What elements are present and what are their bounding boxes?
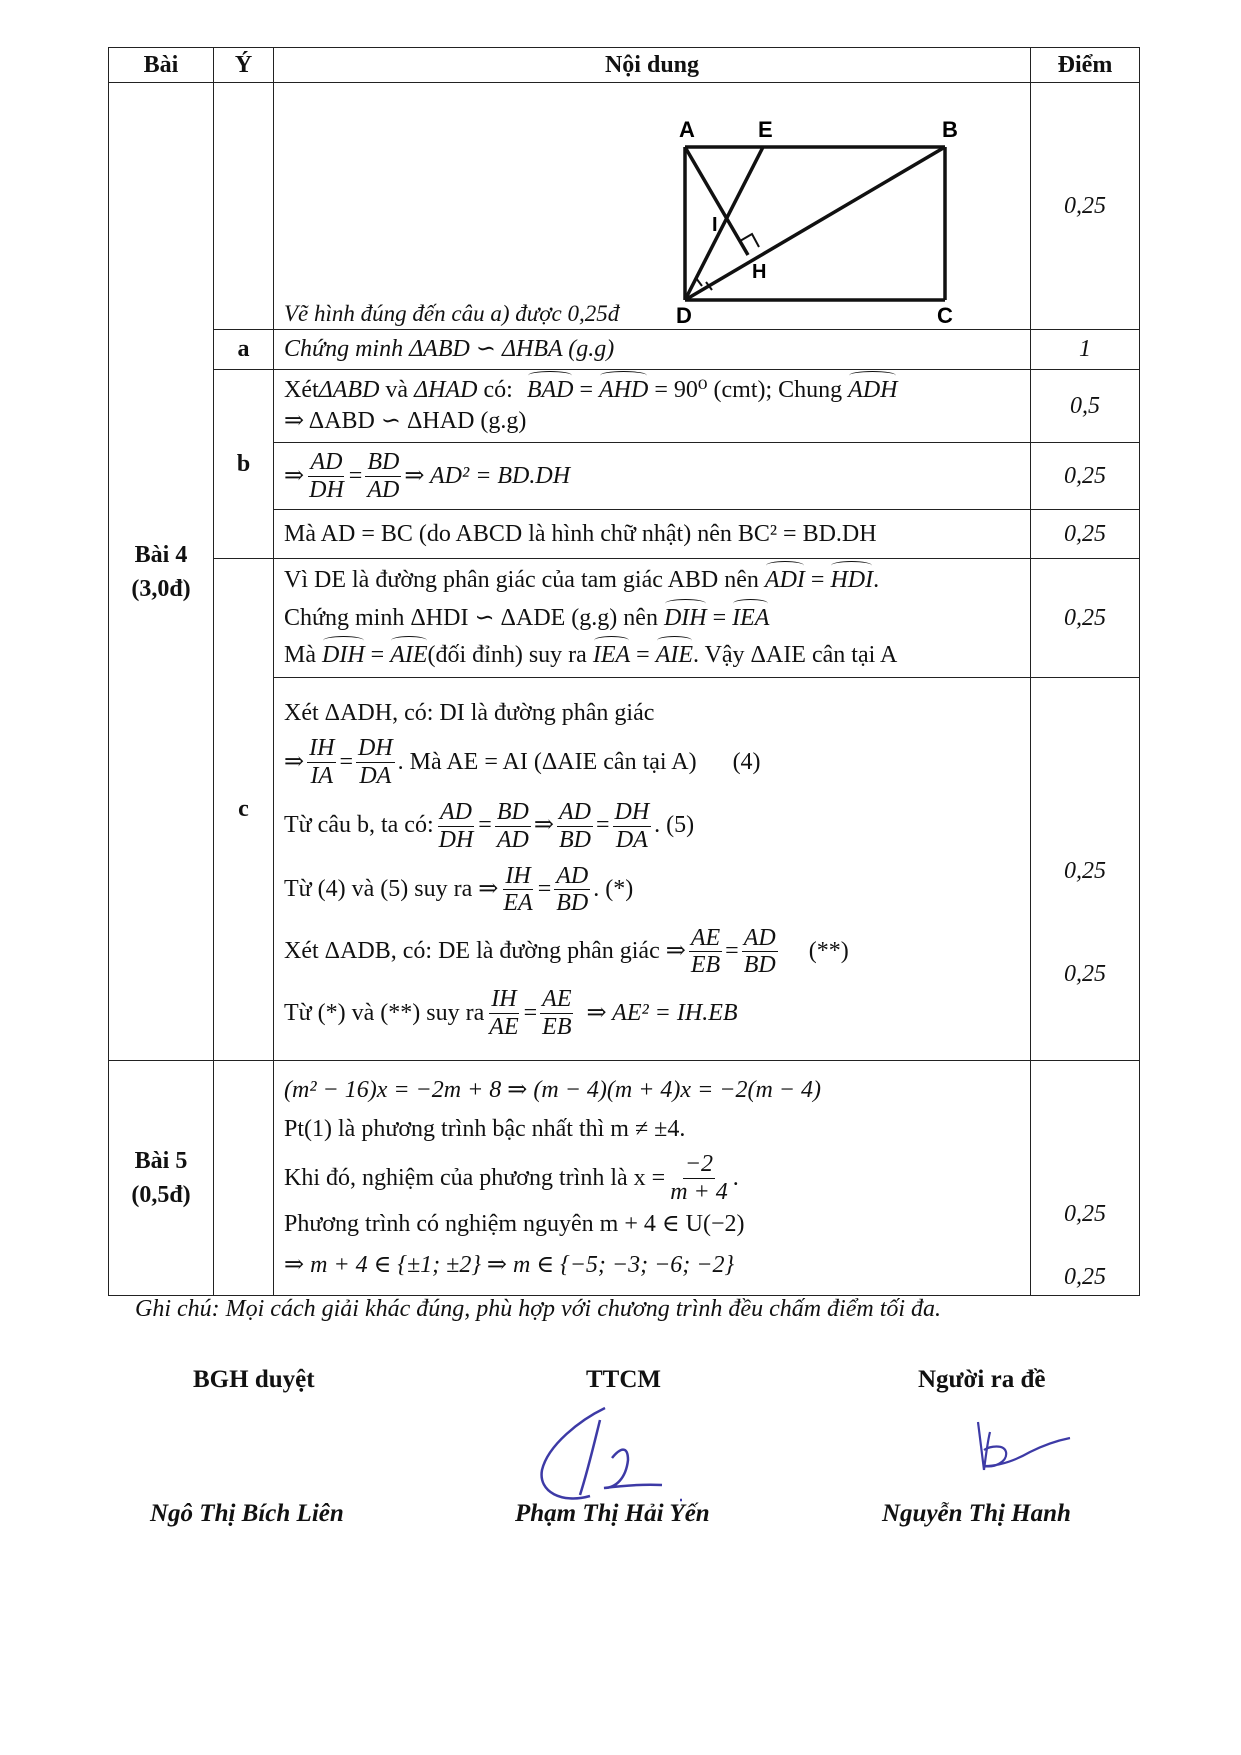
bai5-line5: ⇒ m + 4 ∈ {±1; ±2} ⇒ m ∈ {−5; −3; −6; −2} — [284, 1252, 735, 1279]
c1-line3: Mà DIH = AIE (đối đỉnh) suy ra IEA = AIE . Vậy ΔAIE cân tại A — [284, 640, 1020, 671]
bai5-frac-den: m + 4 — [670, 1178, 728, 1205]
c1-text-b: Chứng minh ΔHDI ∽ ΔADE (g.g) nên — [284, 604, 664, 631]
bai5-points — [1031, 1061, 1140, 1296]
ttcm-signature — [520, 1400, 720, 1510]
c1-angle-aie: AIE — [390, 640, 427, 671]
c2-f4-num: DH — [614, 799, 650, 826]
c2-frac-ih-ia — [307, 735, 336, 789]
bai5-frac-num: −2 — [684, 1151, 714, 1178]
c2-frac-da: DA — [359, 762, 392, 789]
label-d: D — [676, 303, 692, 328]
row-c2-content — [274, 678, 1031, 1061]
bai5-line3: Khi đó, nghiệm của phương trình là x = $\frac{-2}{m + 4}$ . — [284, 1151, 739, 1205]
c2-line5: Xét ΔADB, có: DE là đường phân giác ⇒ $\frac{AE}{EB}$ = $\frac{AD}{BD}$ (**) — [284, 924, 849, 979]
bai5-frac — [668, 1151, 730, 1205]
b1-line1: Xét ΔABD và ΔHAD có: BAD = AHD = 90⁰ (cmt); Chung ADH — [284, 375, 1020, 406]
c2-result: ⇒ AE² = IH.EB — [586, 999, 738, 1026]
b2-frac2 — [365, 449, 401, 503]
b1-angle-bad: BAD — [527, 375, 574, 406]
c2-text-tustar: Từ (*) và (**) suy ra — [284, 999, 485, 1026]
bai4-score: (3,0đ) — [131, 575, 191, 602]
c2-g1 — [501, 863, 534, 917]
bai5-line1: (m² − 16)x = −2m + 8 ⇒ (m − 4)(m + 4)x = −2(m − 4) — [284, 1076, 821, 1103]
angle-tick-1 — [696, 278, 702, 286]
c2-g2-den: BD — [556, 890, 589, 917]
row-a-content: Chứng minh ΔABD ∽ ΔHBA (g.g) — [274, 330, 1031, 370]
c2-h2-den: BD — [743, 952, 776, 979]
row-c1-content — [274, 559, 1031, 678]
label-c: C — [937, 303, 953, 328]
figure-y-cell — [214, 83, 274, 330]
b1-text-a: Xét — [284, 377, 319, 403]
b2-frac1 — [307, 449, 346, 503]
c1-text-a: Vì DE là đường phân giác của tam giác ABD nên — [284, 567, 765, 594]
row-c1-points: 0,25 — [1031, 559, 1140, 678]
label-e: E — [758, 117, 773, 142]
c2-f1-num: AD — [439, 799, 472, 826]
b1-text-va: và — [379, 377, 415, 403]
bai5-score: (0,5đ) — [131, 1182, 191, 1209]
c2-k2 — [540, 986, 573, 1040]
c1-text-c: Mà — [284, 641, 322, 668]
c2-k1 — [487, 986, 520, 1040]
c2-h1-den: EB — [690, 952, 721, 979]
author-signature — [960, 1412, 1080, 1492]
y-c: c — [214, 559, 274, 1061]
header-diem: Điểm — [1031, 48, 1140, 83]
row-b2-points: 0,25 — [1031, 443, 1140, 510]
ttcm-name: Phạm Thị Hải Yến — [515, 1500, 710, 1527]
b1-tri-had: ΔHAD — [414, 377, 478, 403]
row-c2-points-2: 0,25 — [1064, 961, 1106, 988]
b1-line2: ⇒ ΔABD ∽ ΔHAD (g.g) — [284, 408, 527, 435]
ttcm-title: TTCM — [586, 1366, 661, 1393]
label-i: I — [712, 214, 718, 236]
row-c1 — [109, 559, 1140, 678]
row-b3-content: Mà AD = BC (do ABCD là hình chữ nhật) nên BC² = BD.DH — [274, 510, 1031, 559]
c2-frac-dh-da — [356, 735, 395, 789]
b1-tri-abd: ΔABD — [318, 377, 380, 403]
bai5-line2: Pt(1) là phương trình bậc nhất thì m ≠ ±4. — [284, 1116, 686, 1143]
c2-h2 — [742, 925, 778, 979]
row-b1 — [109, 370, 1140, 443]
c2-f1-den: DH — [438, 826, 474, 853]
c1-angle-adi: ADI — [765, 565, 805, 596]
bai5-title: Bài 5 — [134, 1148, 188, 1175]
c2-g1-num: IH — [505, 862, 531, 889]
author-title: Người ra đề — [918, 1366, 1046, 1393]
y-b: b — [214, 370, 274, 559]
b2-frac2-num: BD — [367, 449, 400, 476]
c1-angle-aie2: AIE — [656, 640, 693, 671]
author-name: Nguyễn Thị Hanh — [882, 1500, 1071, 1527]
c1-angle-hdi: HDI — [830, 565, 873, 596]
c1-text-e: . Vậy ΔAIE cân tại A — [693, 641, 898, 668]
c2-h1 — [689, 925, 722, 979]
bai5-points-1: 0,25 — [1064, 1201, 1106, 1228]
bai5-cell — [109, 1061, 214, 1296]
b1-angle-adh: ADH — [848, 375, 897, 406]
label-h: H — [752, 261, 767, 283]
c2-g1-den: EA — [503, 890, 533, 917]
c2-line6: Từ (*) và (**) suy ra $\frac{IH}{AE}$ = $\frac{AE}{EB}$ ⇒ AE² = IH.EB — [284, 986, 738, 1040]
figure-points: 0,25 — [1031, 83, 1140, 330]
bgh-title: BGH duyệt — [193, 1366, 315, 1393]
c1-line2: Chứng minh ΔHDI ∽ ΔADE (g.g) nên DIH = IEA — [284, 603, 1020, 634]
bai4-cell — [109, 83, 214, 1061]
c2-k1-num: IH — [491, 986, 517, 1013]
c2-line4: Từ (4) và (5) suy ra ⇒ $\frac{IH}{EA}$ = $\frac{AD}{BD}$ . (*) — [284, 862, 634, 917]
bgh-name: Ngô Thị Bích Liên — [150, 1500, 344, 1527]
c2-line1: Xét ΔADH, có: DI là đường phân giác — [284, 700, 655, 727]
c2-k2-num: AE — [542, 986, 572, 1013]
c1-angle-iea: IEA — [732, 603, 769, 634]
c2-text-tu45: Từ (4) và (5) suy ra ⇒ — [284, 876, 499, 903]
table-header — [109, 48, 1140, 83]
figure-caption: Vẽ hình đúng đến câu a) được 0,25đ — [284, 301, 620, 326]
figure-row — [109, 83, 1140, 330]
label-a: A — [679, 117, 695, 142]
c2-f4-den: DA — [615, 826, 648, 853]
bai5-y-cell — [214, 1061, 274, 1296]
row-b3-points: 0,25 — [1031, 510, 1140, 559]
row-b1-points: 0,5 — [1031, 370, 1140, 443]
c2-line2: ⇒ $\frac{IH}{IA}$ = $\frac{DH}{DA}$ . Mà AE = AI (ΔAIE cân tại A) (4) — [284, 735, 761, 789]
c2-dstar: (**) — [808, 937, 849, 964]
c2-k2-den: EB — [542, 1013, 572, 1040]
c2-k1-den: AE — [489, 1013, 519, 1040]
c2-g2-num: AD — [556, 862, 589, 889]
c2-f2 — [495, 799, 531, 853]
c2-f3-den: BD — [558, 826, 591, 853]
bai5-text-khido: Khi đó, nghiệm của phương trình là x = — [284, 1164, 666, 1191]
figure-cell — [274, 83, 1031, 330]
bai5-line4: Phương trình có nghiệm nguyên m + 4 ∈ U(−2) — [284, 1211, 745, 1238]
c2-text-tucau: Từ câu b, ta có: — [284, 812, 434, 839]
row-bai5 — [109, 1061, 1140, 1296]
footnote: Ghi chú: Mọi cách giải khác đúng, phù hợp với chương trình đều chấm điểm tối đa. — [135, 1296, 942, 1322]
b2-result: ⇒ AD² = BD.DH — [404, 462, 571, 489]
bai5-content — [274, 1061, 1031, 1296]
c2-h1-num: AE — [690, 924, 721, 951]
c1-angle-iea2: IEA — [593, 640, 630, 671]
c2-g2 — [554, 863, 590, 917]
c2-frac-dh: DH — [357, 735, 393, 762]
row-b1-content — [274, 370, 1031, 443]
row-c2-points — [1031, 678, 1140, 1061]
c2-f4 — [613, 799, 652, 853]
c2-frac-ia: IA — [310, 762, 334, 789]
c2-h2-num: AD — [743, 924, 776, 951]
header-bai: Bài — [109, 48, 214, 83]
grading-table — [108, 47, 1140, 1296]
row-b2-content — [274, 443, 1031, 510]
b1-text-co: có: — [477, 377, 519, 403]
b2-frac1-num: AD — [310, 449, 343, 476]
c1-angle-dih2: DIH — [322, 640, 365, 671]
row-c2-points-1: 0,25 — [1064, 858, 1106, 885]
bai5-points-2: 0,25 — [1064, 1264, 1106, 1291]
b1-angle-ahd: AHD — [599, 375, 648, 406]
row-a — [109, 330, 1140, 370]
c1-line1: Vì DE là đường phân giác của tam giác ABD nên ADI = HDI . — [284, 565, 1020, 596]
b2-line: ⇒ $\frac{AD}{DH}$ = $\frac{BD}{AD}$ ⇒ AD² = BD.DH — [284, 449, 571, 503]
b2-frac1-den: DH — [309, 476, 344, 503]
c1-text-d: (đối đỉnh) suy ra — [427, 641, 593, 668]
label-b: B — [942, 117, 958, 142]
c2-star: . (*) — [593, 876, 634, 903]
c1-angle-dih: DIH — [664, 603, 707, 634]
c2-line3: Từ câu b, ta có: $\frac{AD}{DH}$ = $\frac{BD}{AD}$ ⇒ $\frac{AD}{BD}$ = $\frac{DH}{DA}$ . (5) — [284, 799, 695, 853]
c2-eq4: (4) — [732, 748, 761, 775]
c2-f3 — [557, 799, 593, 853]
c2-f2-den: AD — [496, 826, 529, 853]
header-y: Ý — [214, 48, 274, 83]
b1-text-eq: = 90⁰ (cmt); Chung — [648, 377, 849, 403]
c2-f1 — [437, 799, 476, 853]
c2-f3-num: AD — [558, 799, 591, 826]
header-noidung: Nội dung — [274, 48, 1031, 83]
y-a: a — [214, 330, 274, 370]
c2-text-mae: . Mà AE = AI (ΔAIE cân tại A) — [397, 748, 697, 775]
c2-frac-ih: IH — [309, 735, 335, 762]
c2-f2-num: BD — [496, 799, 529, 826]
b2-frac2-den: AD — [367, 476, 400, 503]
row-a-points: 1 — [1031, 330, 1140, 370]
geometry-figure — [274, 83, 1031, 329]
c2-eq5: . (5) — [654, 812, 695, 839]
c2-text-xet: Xét ΔADB, có: DE là đường phân giác ⇒ — [284, 937, 686, 964]
bai4-title: Bài 4 — [134, 541, 188, 568]
